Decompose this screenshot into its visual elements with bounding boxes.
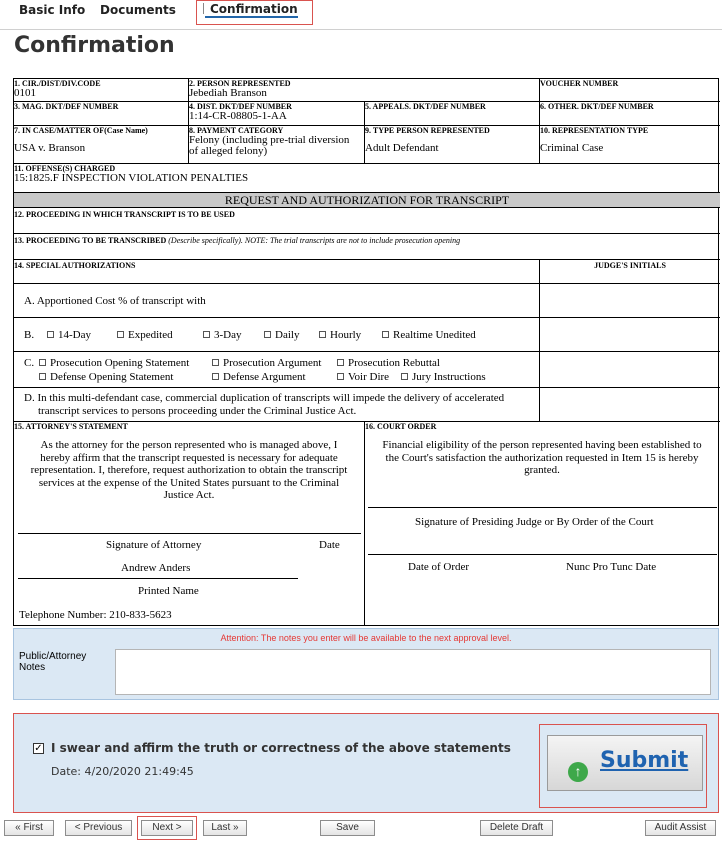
option-label: Jury Instructions [412, 371, 486, 383]
field-label: JUDGE'S INITIALS [594, 261, 666, 270]
affirm-checkbox[interactable]: ✓ [34, 743, 43, 754]
field-label: 5. APPEALS. DKT/DEF NUMBER [365, 102, 486, 111]
field-label: 10. REPRESENTATION TYPE [540, 126, 649, 135]
option-3-day[interactable] [203, 329, 242, 341]
checkbox-icon [117, 331, 124, 338]
option-realtime-unedited[interactable] [382, 329, 476, 341]
save-button[interactable]: Save [320, 820, 375, 836]
row-portions [14, 352, 540, 388]
field-label: 3. MAG. DKT/DEF NUMBER [14, 102, 119, 111]
field-value: 15:1825.F INSPECTION VIOLATION PENALTIES [14, 172, 249, 184]
submit-highlight [539, 724, 707, 808]
option-prosecution-argument[interactable] [212, 357, 321, 369]
field-value: 1:14-CR-08805-1-AA [189, 110, 287, 122]
field-other-dkt [540, 102, 720, 126]
option-label: Realtime Unedited [393, 329, 476, 341]
field-mag-dkt [14, 102, 189, 126]
notes-textarea[interactable] [115, 649, 711, 695]
delete-draft-button[interactable]: Delete Draft [480, 820, 553, 836]
field-voucher-number [540, 79, 720, 102]
field-label: 4. DIST. DKT/DEF NUMBER [189, 102, 292, 111]
court-order-text [367, 439, 717, 477]
checkbox-icon [212, 359, 219, 366]
option-label: Defense Argument [223, 371, 306, 383]
option-prosecution-opening[interactable] [39, 357, 189, 369]
tab-divider-icon [203, 3, 204, 14]
field-label: 16. COURT ORDER [365, 422, 437, 431]
affirm-statement: I swear and affirm the truth or correctness of the above statements [51, 741, 511, 755]
checkbox-icon [212, 373, 219, 380]
field-value: of alleged felony) [189, 145, 268, 157]
option-label: 14-Day [58, 329, 91, 341]
option-hourly[interactable] [319, 329, 361, 341]
field-value: Adult Defendant [365, 142, 439, 154]
statement-line: As the attorney for the person represented who is managed above, I [40, 439, 338, 451]
option-label: Voir Dire [348, 371, 390, 383]
attorney-name: Andrew Anders [121, 562, 191, 574]
field-special-authorizations [14, 260, 540, 284]
field-label: 1. CIR./DIST/DIV.CODE [14, 79, 101, 88]
field-label: 11. OFFENSE(S) CHARGED [14, 164, 116, 173]
notes-panel [13, 628, 719, 700]
printed-name-line [18, 578, 298, 579]
option-voir-dire[interactable] [337, 371, 389, 383]
option-label: Prosecution Rebuttal [348, 357, 440, 369]
row-multi-defendant [14, 388, 540, 422]
tab-documents[interactable]: Documents [100, 3, 176, 17]
option-label: Prosecution Argument [223, 357, 322, 369]
transcript-form [13, 78, 719, 626]
field-label: 13. PROCEEDING TO BE TRANSCRIBED [14, 236, 167, 245]
option-label: Expedited [128, 329, 173, 341]
option-label: 3-Day [214, 329, 242, 341]
field-label: 8. PAYMENT CATEGORY [189, 126, 284, 135]
option-jury-instructions[interactable] [401, 371, 486, 383]
field-value: Jebediah Branson [189, 87, 267, 99]
checkbox-icon [39, 373, 46, 380]
checkbox-icon [319, 331, 326, 338]
attorney-statement-text [16, 439, 362, 502]
field-representation-type [540, 126, 720, 164]
field-note: (Describe specifically). NOTE: The trial transcripts are not to include prosecution opening [168, 236, 461, 245]
option-expedited[interactable] [117, 329, 173, 341]
statement-line: services at the expense of the United States pursuant to the Criminal [38, 476, 340, 489]
first-button[interactable]: « First [4, 820, 54, 836]
checkbox-icon [203, 331, 210, 338]
field-label: 9. TYPE PERSON REPRESENTED [365, 126, 490, 135]
field-label: 12. PROCEEDING IN WHICH TRANSCRIPT IS TO BE USED [14, 210, 235, 219]
checkbox-icon [337, 359, 344, 366]
field-value: 0101 [14, 87, 36, 99]
submit-label: Submit [600, 748, 689, 773]
option-label: Hourly [330, 329, 362, 341]
audit-assist-button[interactable]: Audit Assist [645, 820, 716, 836]
row-label: B. [24, 329, 35, 341]
row-label: A. Apportioned Cost % of transcript with [24, 295, 206, 307]
option-label: Defense Opening Statement [50, 371, 174, 383]
field-label: 15. ATTORNEY'S STATEMENT [14, 422, 128, 431]
nunc-pro-tunc-label: Nunc Pro Tunc Date [566, 561, 657, 573]
field-proceeding-transcribed [14, 234, 720, 260]
statement-line: representation. I, therefore, request authorization to obtain the transcript [30, 464, 348, 476]
field-offenses-charged [14, 164, 720, 193]
affirmation-panel [13, 713, 719, 813]
signature-line [18, 533, 361, 534]
date-of-order-label: Date of Order [408, 561, 470, 573]
option-label: Prosecution Opening Statement [50, 357, 190, 369]
judge-initials-c [540, 352, 720, 388]
tab-basic-info[interactable]: Basic Info [19, 3, 86, 17]
field-value: USA v. Branson [14, 142, 86, 154]
checkbox-icon [39, 359, 46, 366]
notes-label: Public/Attorney Notes [19, 651, 87, 673]
order-line: the Court's satisfaction the authorization requested in Item 15 is hereby [385, 451, 699, 464]
next-button[interactable]: Next > [141, 820, 193, 836]
judge-initials-a [540, 284, 720, 318]
option-defense-opening[interactable] [39, 371, 173, 383]
statement-line: Justice Act. [163, 489, 215, 501]
judge-initials-d [540, 388, 720, 422]
order-line: granted. [524, 464, 560, 476]
checkbox-icon [264, 331, 271, 338]
field-type-person [365, 126, 540, 164]
judge-signature-line [368, 507, 717, 508]
row-label: C. [24, 357, 35, 369]
field-label: 14. SPECIAL AUTHORIZATIONS [14, 261, 136, 270]
field-value: Felony (including pre-trial diversion [189, 134, 350, 146]
active-tab-underline [205, 16, 298, 18]
signature-of-attorney-label: Signature of Attorney [106, 539, 202, 551]
field-label: VOUCHER NUMBER [540, 79, 619, 88]
field-appeals-dkt [365, 102, 540, 126]
checkbox-icon [47, 331, 54, 338]
arrow-up-icon: ↑ [568, 762, 588, 782]
printed-name-label: Printed Name [138, 585, 199, 597]
tab-bar [0, 0, 722, 30]
tab-confirmation-label: Confirmation [210, 2, 298, 16]
field-cir-dist-div [14, 79, 189, 102]
row-text: transcript services to persons proceeding under the Criminal Justice Act. [38, 405, 357, 417]
checkbox-icon [401, 373, 408, 380]
option-label: Daily [275, 329, 300, 341]
attorney-statement [14, 422, 365, 625]
judges-initials-header [540, 260, 720, 284]
judge-signature-label: Signature of Presiding Judge or By Order of the Court [415, 516, 654, 528]
field-value: Criminal Case [540, 142, 604, 154]
field-label: 6. OTHER. DKT/DEF NUMBER [540, 102, 654, 111]
statement-line: hereby affirm that the transcript requested is necessary for adequate [40, 451, 338, 464]
notes-attention: Attention: The notes you enter will be available to the next approval level. [220, 633, 512, 643]
affirm-date: Date: 4/20/2020 21:49:45 [51, 765, 194, 778]
option-prosecution-rebuttal[interactable] [337, 357, 440, 369]
last-button[interactable]: Last » [203, 820, 247, 836]
field-proceeding-used [14, 208, 720, 234]
page-title: Confirmation [14, 33, 175, 58]
row-delivery [14, 318, 540, 352]
option-daily[interactable] [264, 329, 299, 341]
field-label: 7. IN CASE/MATTER OF(Case Name) [14, 126, 148, 135]
row-text: D. In this multi-defendant case, commercial duplication of transcripts will impede the delivery of accelerated [24, 392, 505, 404]
telephone-number: Telephone Number: 210-833-5623 [19, 609, 172, 621]
date-label: Date [319, 539, 340, 551]
field-person-represented [189, 79, 540, 102]
checkbox-icon [382, 331, 389, 338]
field-payment-category [189, 126, 365, 164]
option-14-day[interactable] [47, 329, 91, 341]
previous-button[interactable]: < Previous [65, 820, 132, 836]
option-defense-argument[interactable] [212, 371, 306, 383]
court-order [365, 422, 720, 625]
field-label: 2. PERSON REPRESENTED [189, 79, 291, 88]
date-order-line [368, 554, 717, 555]
section-banner: REQUEST AND AUTHORIZATION FOR TRANSCRIPT [14, 193, 720, 208]
order-line: Financial eligibility of the person represented having been established to [382, 439, 702, 451]
row-apportioned-cost [14, 284, 540, 318]
field-dist-dkt [189, 102, 365, 126]
checkbox-icon [337, 373, 344, 380]
submit-button[interactable] [547, 735, 703, 791]
judge-initials-b [540, 318, 720, 352]
field-case-name [14, 126, 189, 164]
tab-confirmation[interactable] [196, 0, 313, 25]
